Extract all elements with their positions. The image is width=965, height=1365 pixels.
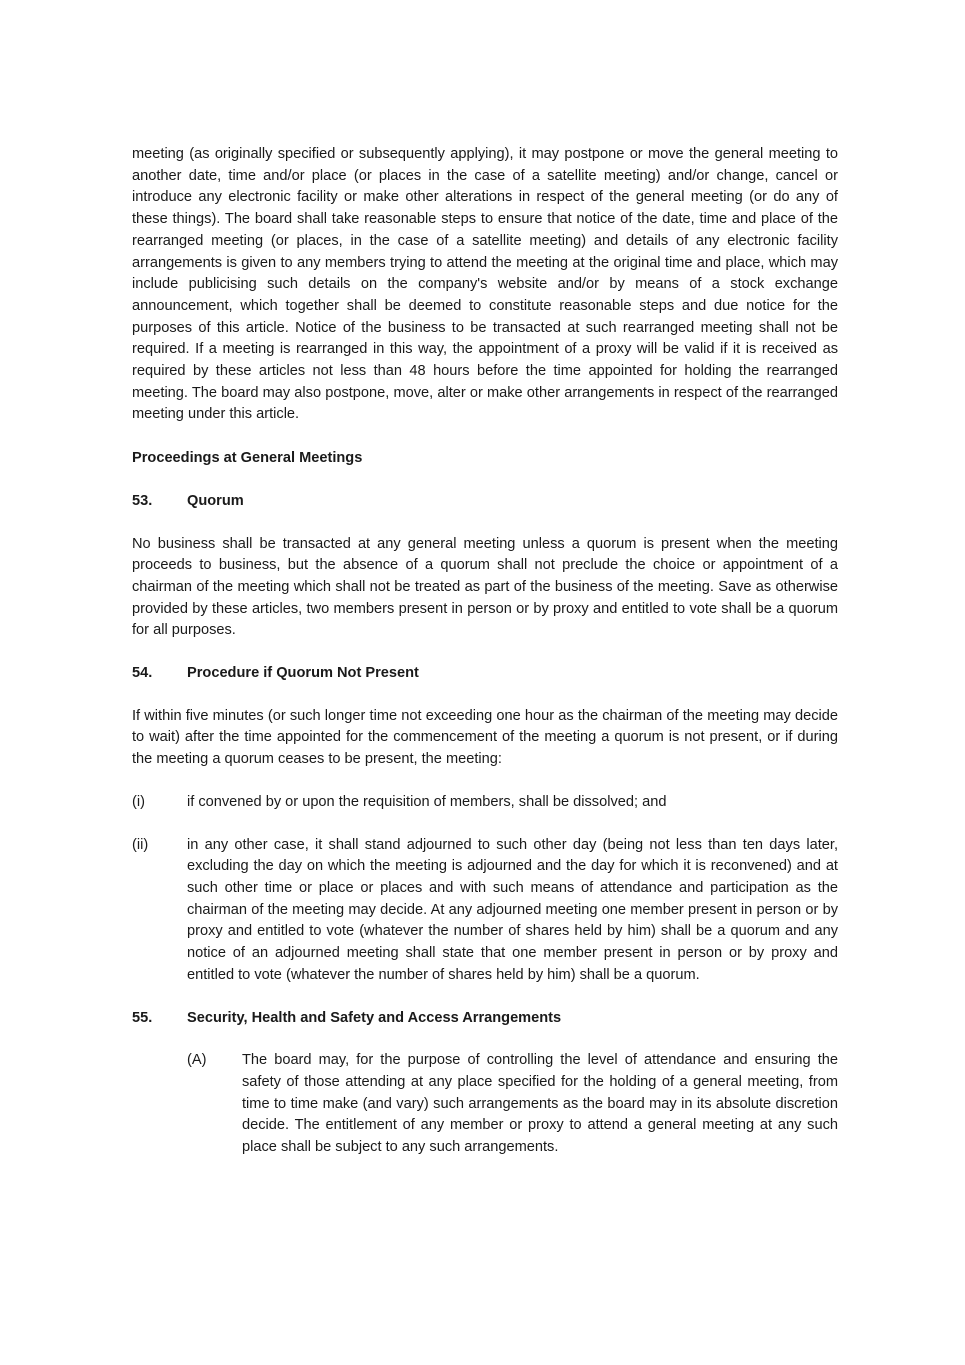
article-55-item-a — [132, 1050, 838, 1159]
article-55-number: 55. — [132, 1009, 153, 1026]
article-53-heading — [132, 491, 838, 513]
list-marker: (A) — [187, 1052, 207, 1069]
intro-paragraph: meeting (as originally specified or subsequently applying), it may postpone or move the general meeting to another date, time and/or place (or places in the case of a satellite meeting) and/or change, cancel or introduce any electronic facility or make other alterations in respect of the general meeting (or do any of these things). The board shall take reasonable steps to ensure that notice of the date, time and place of the rearranged meeting (or places, in the case of a satellite meeting) and details of any electronic facility arrangements is given to any members trying to attend the meeting at the original time and place, which may include publicising such details on the company's website and/or by means of a stock exchange announcement, which together shall be deemed to constitute reasonable steps and due notice for the purposes of this article. Notice of the business to be transacted at such rearranged meeting shall not be required. If a meeting is rearranged in this way, the appointment of a proxy will be valid if it is received as required by these articles not less than 48 hours before the time appointed for holding the rearranged meeting. The board may also postpone, move, alter or make other arrangements in respect of the rearranged meeting under this article. — [132, 146, 838, 423]
article-55-title: Security, Health and Safety and Access Arrangements — [187, 1009, 562, 1026]
article-53-number: 53. — [132, 492, 153, 509]
list-item-text: if convened by or upon the requisition of members, shall be dissolved; and — [187, 793, 667, 810]
article-55-heading — [132, 1008, 838, 1030]
article-54-item-i — [132, 792, 838, 814]
article-54-item-ii — [132, 835, 838, 987]
list-marker: (i) — [132, 793, 145, 810]
article-54-number: 54. — [132, 665, 153, 682]
list-item-text: in any other case, it shall stand adjourned to such other day (being not less than ten days later, excluding the day on which the meeting is adjourned and the day for which it is reconvened) and at such other time or place or places and with such means of attendance and participation as the chairman of the meeting may decide. At any adjourned meeting one member present in person or by proxy and entitled to vote (whatever the number of shares held by him) shall be a quorum and any notice of an adjourned meeting shall state that one member present in person or by proxy and entitled to vote (whatever the number of shares held by him) shall be a quorum. — [187, 836, 838, 983]
article-53-body: No business shall be transacted at any general meeting unless a quorum is present when the meeting proceeds to business, but the absence of a quorum shall not preclude the choice or appointment of a chairman of the meeting which shall not be treated as part of the business of the meeting. Save as otherwise provided by these articles, two members present in person or by proxy and entitled to vote shall be a quorum for all purposes. — [132, 535, 838, 639]
article-54-heading — [132, 663, 838, 685]
article-53-title: Quorum — [187, 492, 244, 509]
article-54-title: Procedure if Quorum Not Present — [187, 665, 419, 682]
list-marker: (ii) — [132, 836, 149, 853]
document-page — [132, 144, 838, 1159]
section-title: Proceedings at General Meetings — [132, 450, 363, 467]
article-54-body: If within five minutes (or such longer time not exceeding one hour as the chairman of the meeting may decide to wait) after the time appointed for the commencement of the meeting a quorum is not present, or if during the meeting a quorum ceases to be present, the meeting: — [132, 707, 838, 768]
list-item-text: The board may, for the purpose of controlling the level of attendance and ensuring the safety of those attending at any place specified for the holding of a general meeting, from time to time make (and vary) such arrangements as the board may in its absolute discretion decide. The entitlement of any member or proxy to attend a general meeting at any such place shall be subject to any such arrangements. — [242, 1052, 838, 1156]
